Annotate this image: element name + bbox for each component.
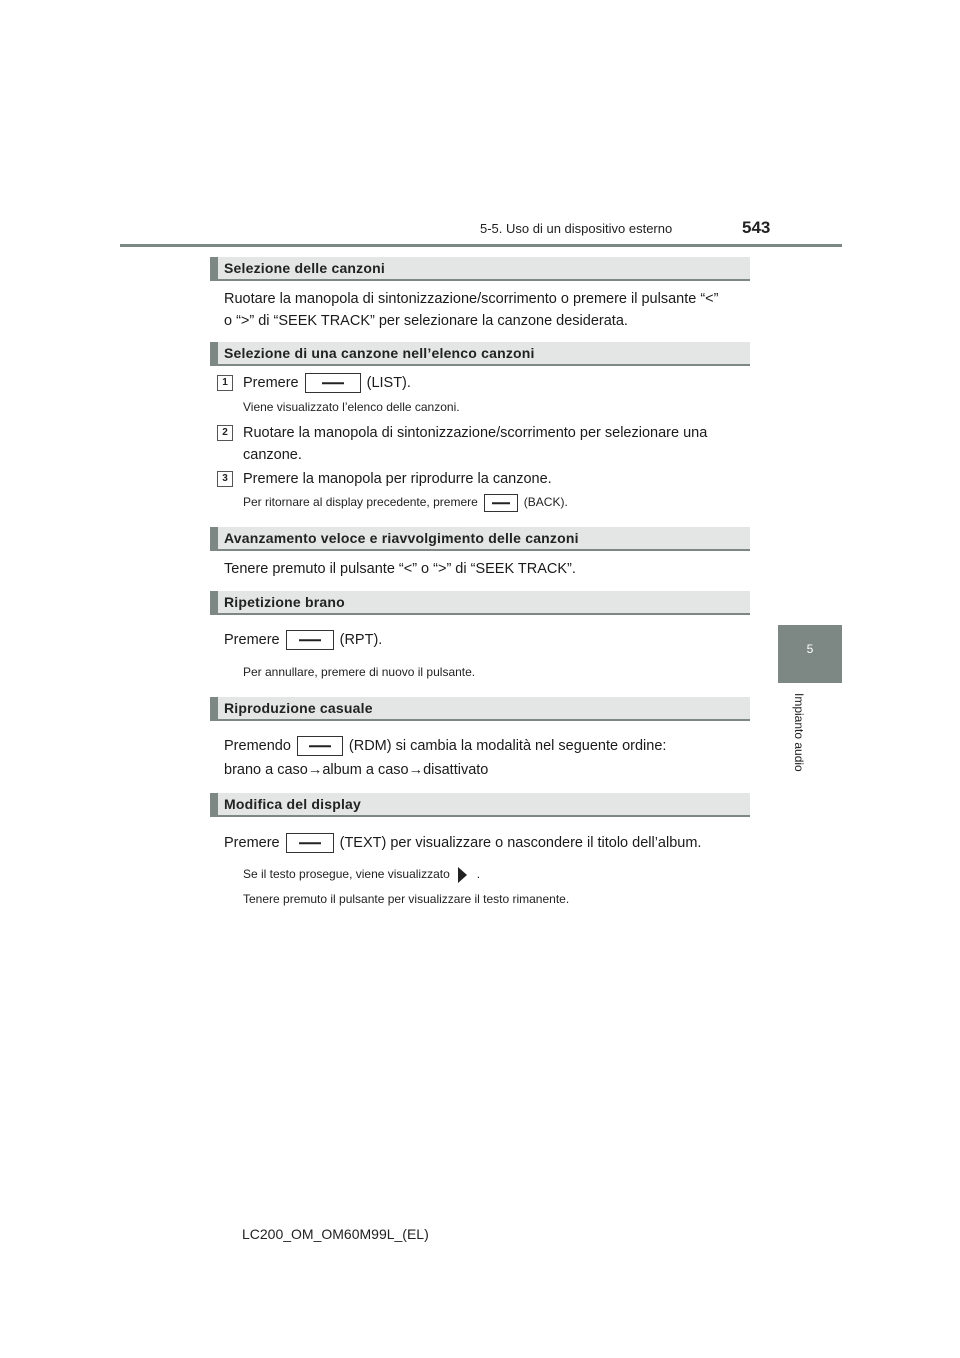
section-heading-fast-forward [210,527,750,551]
section-header: 5-5. Uso di un dispositivo esterno [480,221,673,236]
scroll-arrow-icon [458,867,467,883]
text-segment: Premere [224,835,280,851]
text-segment: (RPT). [339,632,383,648]
section-title: Modifica del display [224,796,362,812]
text-segment: Premendo [224,738,291,754]
header-rule [120,244,842,247]
rpt-button-icon [286,630,334,650]
body-paragraph [224,288,718,332]
section-heading-display [210,793,750,817]
step-text: (LIST). [366,375,411,391]
section-heading-random [210,697,750,721]
text-button-icon [286,833,334,853]
text-line: Ruotare la manopola di sintonizzazione/scorrimento o premere il pulsante “<” [224,291,719,307]
text-segment: Premere [224,632,280,648]
note-text: Per ritornare al display precedente, premere [243,495,478,510]
section-heading-repeat [210,591,750,615]
section-title: Ripetizione brano [224,594,345,610]
body-paragraph [224,832,701,854]
text-segment: (TEXT) per visualizzare o nascondere il titolo dell’album. [339,835,702,851]
body-paragraph [224,629,382,651]
text-line: o “>” di “SEEK TRACK” per selezionare la canzone desiderata. [224,313,628,329]
body-paragraph [224,735,666,757]
section-title: Selezione delle canzoni [224,260,385,276]
repeat-note: Per annullare, premere di nuovo il pulsante. [243,665,476,679]
section-title: Riproduzione casuale [224,700,373,716]
section-title: Selezione di una canzone nell’elenco canzoni [224,345,535,361]
display-note-2: Tenere premuto il pulsante per visualizzare il testo rimanente. [243,892,570,906]
back-button-icon [484,494,518,512]
text-line: canzone. [243,447,302,463]
chapter-number: 5 [806,642,814,656]
section-heading-song-selection [210,257,750,281]
text-line: Ruotare la manopola di sintonizzazione/scorrimento per selezionare una [243,425,708,441]
section-heading-song-list [210,342,750,366]
note-text: (BACK). [523,495,568,510]
step-1-text [243,372,411,394]
chapter-label: Impianto audio [792,693,806,772]
step-text: Premere [243,375,299,391]
step-number-3: 3 [217,471,233,487]
step-1-note: Viene visualizzato l’elenco delle canzoni. [243,400,460,414]
page-number: 543 [742,218,771,237]
rdm-button-icon [297,736,343,756]
step-2-text [243,422,707,466]
note-text: . [476,867,481,882]
text-segment: (RDM) si cambia la modalità nel seguente ordine: [348,738,667,754]
chapter-tab [778,625,842,683]
note-text: Se il testo prosegue, viene visualizzato [243,867,450,882]
list-button-icon [305,373,361,393]
step-number-1: 1 [217,375,233,391]
section-title: Avanzamento veloce e riavvolgimento delle canzoni [224,530,579,546]
step-3-note [243,494,568,512]
document-code: LC200_OM_OM60M99L_(EL) [242,1226,429,1242]
mode-sequence: brano a caso→album a caso→disattivato [224,762,489,778]
body-paragraph: Tenere premuto il pulsante “<” o “>” di “SEEK TRACK”. [224,561,576,577]
step-number-2: 2 [217,425,233,441]
step-3-text: Premere la manopola per riprodurre la canzone. [243,471,552,487]
display-note-1 [243,867,480,883]
